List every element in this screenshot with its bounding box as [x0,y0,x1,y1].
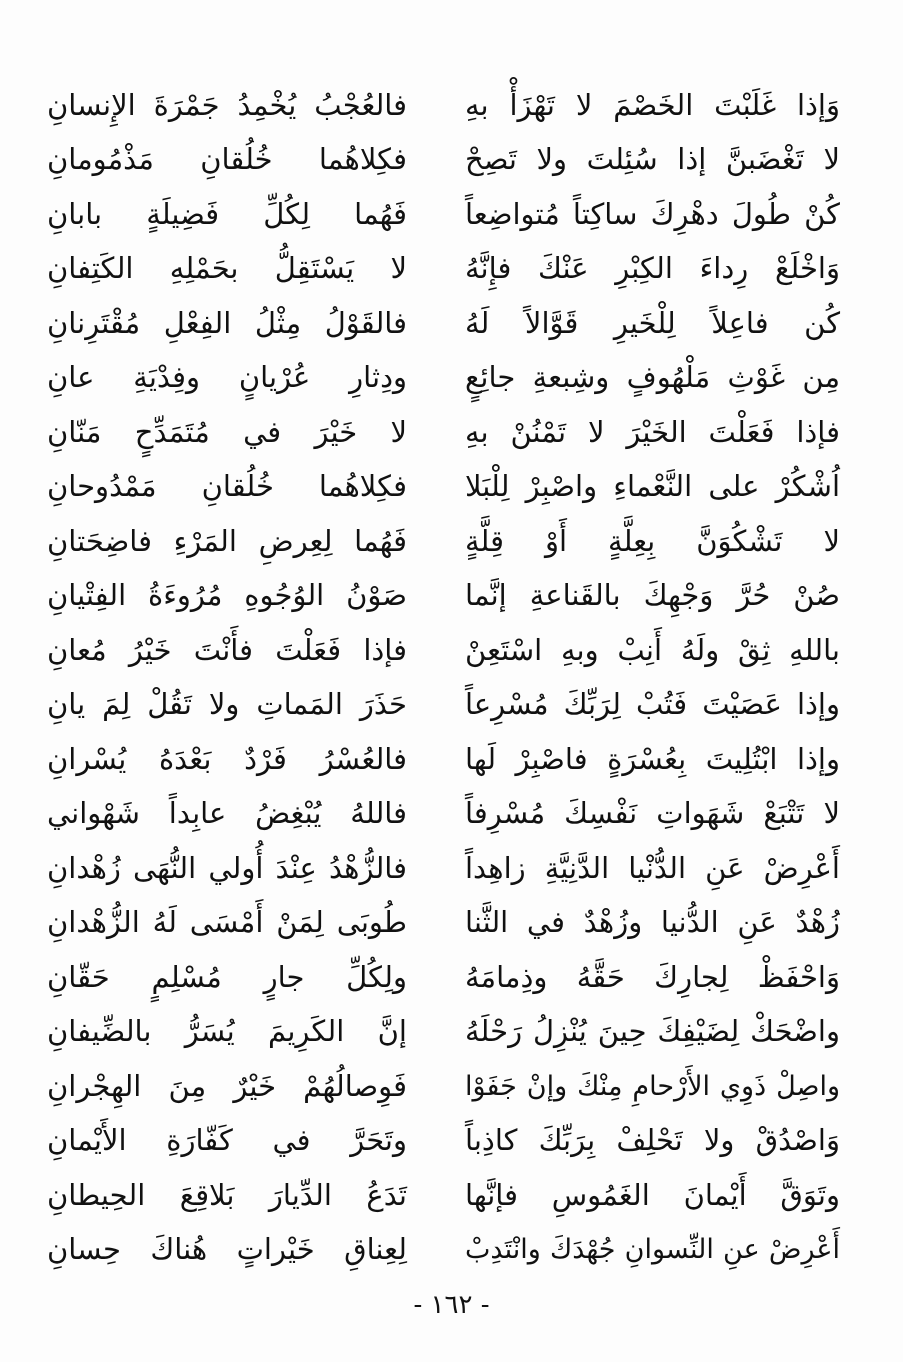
verse-line [40,623,840,678]
verse-line [40,732,840,787]
verse-first-hemistich: باللهِ ثِقْ ولَهُ أَنِبْ وبهِ اسْتَعِنْ [465,632,840,667]
verse-second-hemistich: ودِثارِ عُرْيانٍ وفِدْيَةِ عانِ [47,360,407,395]
verse-second-hemistich: فالعُسْرُ فَرْدٌ بَعْدَهُ يُسْرانِ [47,741,407,776]
verse-line [40,1223,840,1278]
verse-second-hemistich: حَذَرَ المَماتِ ولا تَقُلْ لِمَ يانِ [47,687,407,722]
verse-line [40,896,840,951]
verse-first-hemistich: وتَوَقَّ أَيْمانَ الغَمُوسِ فإنَّها [465,1177,840,1212]
verse-first-hemistich: لا تَشْكُوَنَّ بِعِلَّةٍ أَوْ قِلَّةٍ [465,523,840,558]
verse-line [40,1114,840,1169]
verse-second-hemistich: طُوبَى لِمَنْ أَمْسَى لَهُ الزُّهْدانِ [47,905,407,940]
verse-line [40,787,840,842]
verse-second-hemistich: فَهُما لِكُلِّ فَضِيلَةٍ بابانِ [47,196,407,231]
page-number: - ١٦٢ - [413,1290,490,1320]
verse-first-hemistich: مِن غَوْثِ مَلْهُوفٍ وشِبعةِ جائِعٍ [465,360,840,395]
verse-line [40,187,840,242]
verse-second-hemistich: وتَحَرَّ في كَفّارَةِ الأَيْمانِ [47,1123,407,1158]
verse-second-hemistich: فالزُّهْدُ عِنْدَ أُولي النُّهَى زُهْدانِ [47,850,407,885]
verse-first-hemistich: زُهْدٌ عَنِ الدُّنيا وزُهْدٌ في الثَّنا [465,905,840,940]
verse-line [40,1168,840,1223]
verse-first-hemistich: وإذا ابْتُلِيتَ بِعُسْرَةٍ فاصْبِرْ لَها [465,741,840,776]
verse-line [40,78,840,133]
verse-line [40,514,840,569]
verse-first-hemistich: وَاصْدُقْ ولا تَحْلِفْ بِرَبِّكَ كاذِباً [465,1123,840,1158]
poem [40,78,840,1277]
verse-second-hemistich: لا خَيْرَ في مُتَمَدِّحٍ مَنّانِ [47,414,407,449]
verse-first-hemistich: وإذا عَصَيْتَ فَتُبْ لِرَبِّكَ مُسْرِعاً [465,687,840,722]
verse-first-hemistich: كُن فاعِلاً لِلْخَيرِ قَوَّالاً لَهُ [465,305,840,340]
verse-line [40,405,840,460]
verse-line [40,133,840,188]
verse-second-hemistich: تَدَعُ الدِّيارَ بَلاقِعَ الحِيطانِ [47,1177,407,1212]
verse-first-hemistich: وَاخْلَعْ رِداءَ الكِبْرِ عَنْكَ فإِنَّهُ [465,251,840,286]
verse-second-hemistich: فالعُجْبُ يُخْمِدُ جَمْرَةَ الإِنسانِ [47,87,407,122]
verse-line [40,1005,840,1060]
verse-line [40,950,840,1005]
verse-line [40,460,840,515]
verse-second-hemistich: إنَّ الكَرِيمَ يُسَرُّ بالضِّيفانِ [47,1014,407,1049]
verse-first-hemistich: وَاحْفَظْ لِجارِكَ حَقَّهُ وذِمامَهُ [465,959,840,994]
verse-first-hemistich: وَإذا غَلَبْتَ الخَصْمَ لا تَهْزَأْ بهِ [465,87,840,122]
verse-first-hemistich: لا تَتْبَعْ شَهَواتِ نَفْسِكَ مُسْرِفاً [465,796,840,831]
verse-second-hemistich: لِعِناقِ خَيْراتٍ هُناكَ حِسانِ [47,1232,407,1267]
verse-line [40,1059,840,1114]
verse-second-hemistich: فَهُما لِعِرضِ المَرْءِ فاضِحَتانِ [47,523,407,558]
verse-second-hemistich: فاللهُ يُبْغِضُ عابِداً شَهْواني [47,796,407,831]
verse-line [40,242,840,297]
verse-first-hemistich: لا تَغْضَبنَّ إذا سُئِلتَ ولا تَصِحْ [465,142,840,177]
verse-second-hemistich: فكِلاهُما خُلُقانِ مَمْدُوحانِ [47,469,407,504]
verse-first-hemistich: صُنْ حُرَّ وَجْهِكَ بالقَناعةِ إنَّما [465,578,840,613]
verse-first-hemistich: أَعْرِضْ عنِ النِّسوانِ جُهْدَكَ وانْتَدِبْ [465,1234,840,1266]
verse-first-hemistich: اُشْكُرْ على النَّعْماءِ واصْبِرْ لِلْبَلا [465,469,840,504]
verse-second-hemistich: فالقَوْلُ مِثْلُ الفِعْلِ مُقْتَرِنانِ [47,305,407,340]
verse-line [40,569,840,624]
verse-line [40,678,840,733]
verse-second-hemistich: ولِكُلِّ جارٍ مُسْلِمٍ حَقّانِ [47,959,407,994]
verse-first-hemistich: أَعْرِضْ عَنِ الدُّنْيا الدَّنِيَّةِ زاهِداً [465,850,840,885]
verse-second-hemistich: صَوْنُ الوُجُوهِ مُرُوءَةُ الفِتْيانِ [47,578,407,613]
verse-first-hemistich: واصِلْ ذَوِي الأَرْحامِ مِنْكَ وإنْ جَفَوْا [465,1070,840,1102]
verse-second-hemistich: لا يَسْتَقِلُّ بحَمْلِهِ الكَتِفانِ [47,251,407,286]
verse-second-hemistich: فَوِصالُهُمْ خَيْرٌ مِنَ الهِجْرانِ [47,1068,407,1103]
verse-line [40,841,840,896]
verse-second-hemistich: فإذا فَعَلْتَ فأَنْتَ خَيْرُ مُعانِ [47,632,407,667]
verse-first-hemistich: كُنْ طُولَ دهْرِكَ ساكِتاً مُتواضِعاً [465,196,840,231]
verse-line [40,296,840,351]
verse-second-hemistich: فكِلاهُما خُلُقانِ مَذْمُومانِ [47,142,407,177]
verse-first-hemistich: فإذا فَعَلْتَ الخَيْرَ لا تَمْنُنْ بهِ [465,414,840,449]
verse-first-hemistich: واضْحَكْ لِضَيْفِكَ حِينَ يُنْزِلُ رَحْلَهُ [465,1014,840,1049]
verse-line [40,351,840,406]
